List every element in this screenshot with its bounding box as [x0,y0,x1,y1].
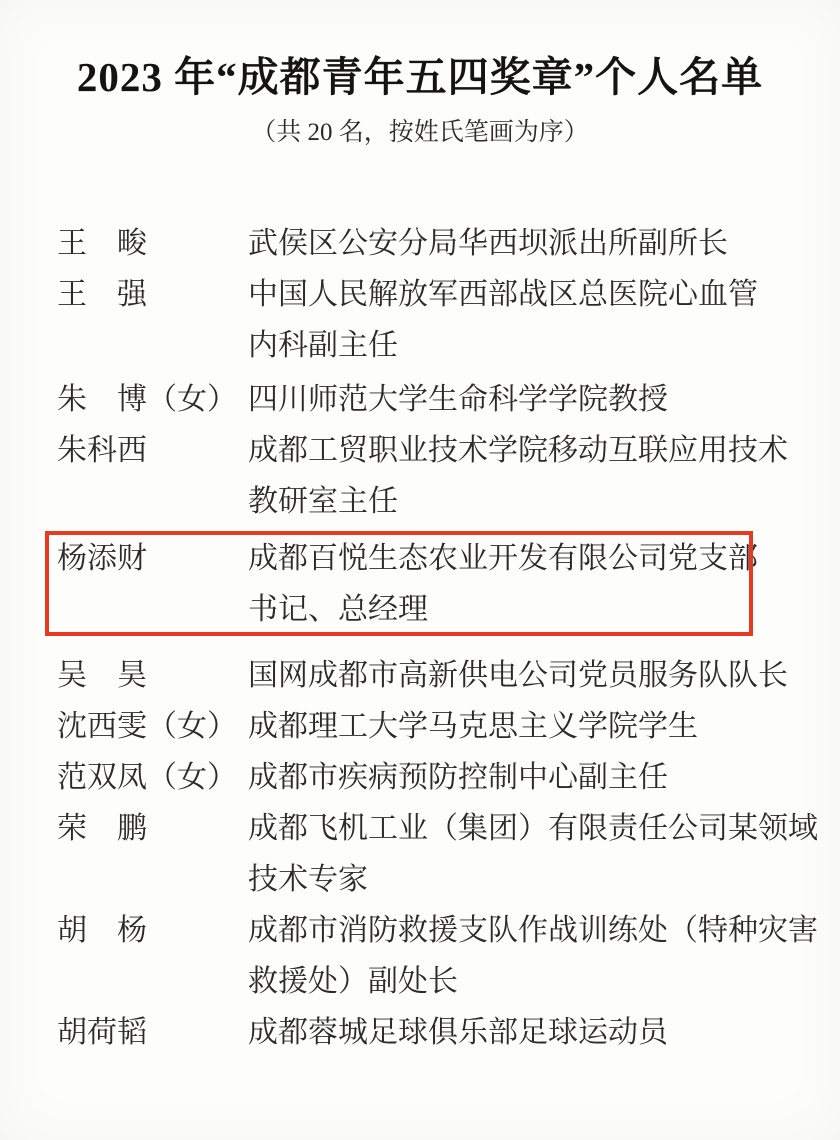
position-line: 内科副主任 [248,329,398,362]
recipient-name: 吴 昊 [57,659,147,692]
position-line: 成都蓉城足球俱乐部足球运动员 [248,1016,668,1049]
award-entry [57,218,807,269]
recipient-name: 沈西雯（女） [57,710,237,743]
award-entry [57,701,807,752]
recipient-position [248,752,668,803]
recipient-name: 胡荷韬 [57,1016,147,1049]
award-entry [57,425,807,527]
award-list [57,218,818,1058]
recipient-position [248,425,788,527]
position-line: 武侯区公安分局华西坝派出所副所长 [248,227,728,260]
position-line: 技术专家 [248,863,368,896]
award-entry [57,752,807,803]
recipient-position [248,269,758,371]
recipient-name: 朱 博（女） [57,383,237,416]
position-line: 书记、总经理 [248,593,428,626]
award-entry [57,803,818,905]
award-entry [57,650,807,701]
recipient-name: 荣 鹏 [57,812,147,845]
position-line: 教研室主任 [248,485,398,518]
recipient-position [248,374,668,425]
recipient-position [248,218,728,269]
recipient-position [248,701,698,752]
recipient-position [248,533,758,635]
award-entry [57,374,807,425]
position-line: 救援处）副处长 [248,965,458,998]
award-entry [57,269,807,371]
recipient-position [248,1007,668,1058]
page-subtitle: （共 20 名，按姓氏笔画为序） [251,119,589,146]
award-entry [57,905,818,1007]
position-line: 国网成都市高新供电公司党员服务队队长 [248,659,788,692]
position-line: 成都市消防救援支队作战训练处（特种灾害 [248,914,818,947]
recipient-position [248,650,788,701]
recipient-name: 王 畯 [57,227,147,260]
recipient-name: 胡 杨 [57,914,147,947]
award-entry [57,1007,807,1058]
position-line: 中国人民解放军西部战区总医院心血管 [248,278,758,311]
recipient-name: 范双凤（女） [57,761,237,794]
position-line: 四川师范大学生命科学学院教授 [248,383,668,416]
recipient-position [248,803,818,905]
position-line: 成都工贸职业技术学院移动互联应用技术 [248,434,788,467]
position-line: 成都飞机工业（集团）有限责任公司某领域 [248,812,818,845]
position-line: 成都理工大学马克思主义学院学生 [248,710,698,743]
position-line: 成都百悦生态农业开发有限公司党支部 [248,542,758,575]
recipient-position [248,905,818,1007]
recipient-name: 朱科西 [57,434,147,467]
position-line: 成都市疾病预防控制中心副主任 [248,761,668,794]
award-entry-highlighted [57,533,807,635]
recipient-name: 王 强 [57,278,147,311]
page-title: 2023 年“成都青年五四奖章”个人名单 [76,54,764,100]
recipient-name: 杨添财 [57,542,147,575]
